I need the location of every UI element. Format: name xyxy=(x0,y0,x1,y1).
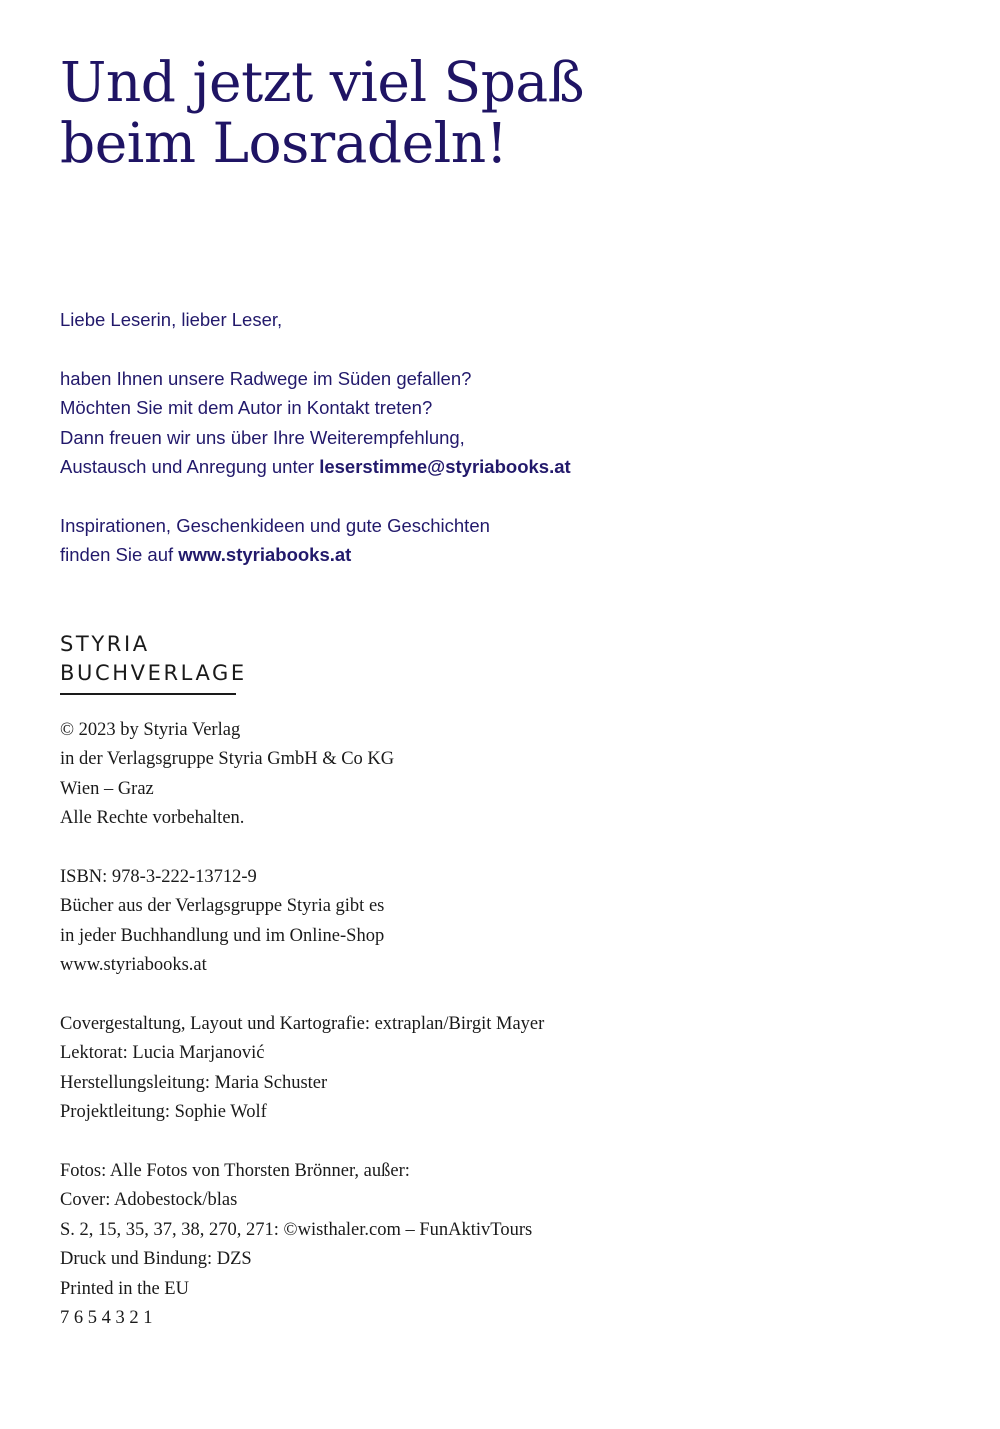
imprint-line: in jeder Buchhandlung und im Online-Shop xyxy=(60,925,385,946)
imprint-line: 7 6 5 4 3 2 1 xyxy=(60,1308,153,1329)
imprint-line: ISBN: 978-3-222-13712-9 xyxy=(60,867,257,888)
imprint-line: Fotos: Alle Fotos von Thorsten Brönner, außer: xyxy=(60,1161,410,1182)
imprint-line: Printed in the EU xyxy=(60,1278,189,1299)
headline-line-2: beim Losradeln! xyxy=(60,111,508,175)
imprint-line: Covergestaltung, Layout und Kartografie: extraplan/Birgit Mayer xyxy=(60,1014,545,1035)
feedback-email-link[interactable]: leserstimme@styriabooks.at xyxy=(319,456,571,478)
letter-line: Inspirationen, Geschenkideen und gute Geschichten xyxy=(60,514,490,536)
imprint-credits-block xyxy=(60,1010,544,1128)
letter-line: Möchten Sie mit dem Autor in Kontakt treten? xyxy=(60,397,433,419)
letter-text: Austausch und Anregung unter xyxy=(60,456,320,478)
logo-underline xyxy=(60,693,236,695)
imprint-isbn-block xyxy=(60,863,544,981)
letter-line: haben Ihnen unsere Radwege im Süden gefallen? xyxy=(60,367,472,389)
styria-buchverlage-logo xyxy=(60,630,247,695)
imprint-line: S. 2, 15, 35, 37, 38, 270, 271: ©wisthaler.com – FunAktivTours xyxy=(60,1219,533,1240)
imprint-line: Herstellungsleitung: Maria Schuster xyxy=(60,1072,328,1093)
logo-line-1: STYRIA xyxy=(60,632,150,656)
letter-line: Dann freuen wir uns über Ihre Weiterempfehlung, xyxy=(60,426,465,448)
imprint-photos-block xyxy=(60,1157,544,1333)
imprint-line: Lektorat: Lucia Marjanović xyxy=(60,1043,265,1064)
imprint-line: Druck und Bindung: DZS xyxy=(60,1249,252,1270)
imprint-line: © 2023 by Styria Verlag xyxy=(60,720,241,740)
imprint-line: Alle Rechte vorbehalten. xyxy=(60,808,245,829)
imprint-line: Projektleitung: Sophie Wolf xyxy=(60,1102,267,1123)
imprint-copyright-block xyxy=(60,716,544,834)
imprint-line: www.styriabooks.at xyxy=(60,955,207,976)
website-link[interactable]: www.styriabooks.at xyxy=(178,544,352,566)
logo-line-2: BUCHVERLAGE xyxy=(60,661,247,685)
imprint-line: in der Verlagsgruppe Styria GmbH & Co KG xyxy=(60,749,395,770)
reader-letter xyxy=(60,305,571,570)
headline xyxy=(60,52,584,174)
headline-line-1: Und jetzt viel Spaß xyxy=(60,50,584,114)
letter-greeting: Liebe Leserin, lieber Leser, xyxy=(60,309,283,330)
imprint-line: Cover: Adobestock/blas xyxy=(60,1190,238,1211)
imprint xyxy=(60,716,544,1333)
letter-line xyxy=(60,452,571,481)
letter-text: finden Sie auf xyxy=(60,544,179,566)
imprint-line: Bücher aus der Verlagsgruppe Styria gibt es xyxy=(60,896,385,917)
imprint-line: Wien – Graz xyxy=(60,778,154,799)
letter-line xyxy=(60,540,571,569)
